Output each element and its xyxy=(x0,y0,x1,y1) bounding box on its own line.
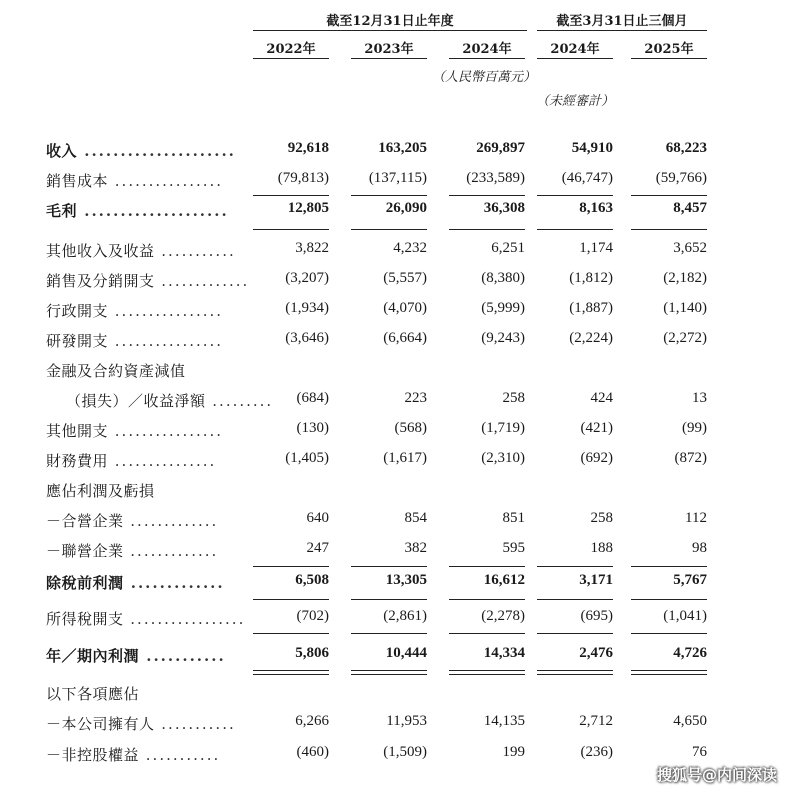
single-rule xyxy=(449,599,525,600)
cell-value: 424 xyxy=(590,390,613,406)
cell-value: (2,310) xyxy=(481,450,525,466)
single-rule xyxy=(449,229,525,230)
row-label-text: 毛利 xyxy=(46,202,78,220)
cell-value: (5,557) xyxy=(383,270,427,286)
group-underline-quarter xyxy=(537,30,707,31)
year-underline xyxy=(351,58,427,59)
cell-value: 14,135 xyxy=(483,713,525,729)
cell-value: 595 xyxy=(502,540,525,556)
row-label-text: 所得稅開支 xyxy=(46,610,124,628)
table-row xyxy=(0,140,791,166)
year-underline xyxy=(253,58,329,59)
cell-value: 258 xyxy=(502,390,525,406)
row-label xyxy=(46,360,186,381)
cell-value: 14,334 xyxy=(483,645,525,661)
cell-value: (1,405) xyxy=(285,450,329,466)
cell-value: (568) xyxy=(394,420,427,436)
audit-note: （未經審計） xyxy=(536,94,615,109)
cell-value: 8,163 xyxy=(579,200,613,216)
cell-value: 382 xyxy=(404,540,427,556)
row-label-text: 行政開支 xyxy=(46,302,109,320)
row-label-text: －本公司擁有人 xyxy=(46,715,155,733)
row-label xyxy=(46,330,223,351)
cell-value: 13 xyxy=(692,390,707,406)
single-rule xyxy=(351,633,427,634)
row-label-text: －非控股權益 xyxy=(46,746,140,764)
table-row xyxy=(0,330,791,356)
leader-dots: ................ xyxy=(108,332,224,350)
single-rule xyxy=(253,229,329,230)
cell-value: (4,070) xyxy=(383,300,427,316)
single-rule xyxy=(253,633,329,634)
cell-value: 2,712 xyxy=(579,713,613,729)
cell-value: (6,664) xyxy=(383,330,427,346)
cell-value: (1,617) xyxy=(383,450,427,466)
row-label xyxy=(46,170,223,191)
cell-value: (1,140) xyxy=(663,300,707,316)
cell-value: 247 xyxy=(306,540,329,556)
single-rule xyxy=(537,229,613,230)
table-row xyxy=(0,683,791,709)
leader-dots: ........... xyxy=(154,715,236,733)
row-label-text: 應佔利潤及虧損 xyxy=(46,482,155,500)
leader-dots: ........... xyxy=(154,242,236,260)
cell-value: (99) xyxy=(682,420,707,436)
row-label-text: 年／期內利潤 xyxy=(46,647,140,665)
double-rule xyxy=(351,670,427,675)
year-underline xyxy=(449,58,525,59)
table-row xyxy=(0,510,791,536)
table-row xyxy=(0,360,791,386)
row-label xyxy=(46,540,218,561)
table-row xyxy=(0,713,791,739)
table-row xyxy=(0,300,791,326)
cell-value: 12,805 xyxy=(287,200,329,216)
row-label xyxy=(46,480,155,501)
cell-value: (1,719) xyxy=(481,420,525,436)
single-rule xyxy=(537,599,613,600)
cell-value: 5,806 xyxy=(295,645,329,661)
single-rule xyxy=(253,566,329,567)
cell-value: 112 xyxy=(685,510,707,526)
cell-value: (2,224) xyxy=(569,330,613,346)
leader-dots: ..................... xyxy=(77,142,236,160)
cell-value: (1,887) xyxy=(569,300,613,316)
cell-value: (695) xyxy=(580,608,613,624)
cell-value: 76 xyxy=(692,744,707,760)
row-label-text: 收入 xyxy=(46,142,78,160)
cell-value: 199 xyxy=(502,744,525,760)
cell-value: 16,612 xyxy=(483,572,525,588)
row-label xyxy=(46,683,139,704)
currency-note: （人民幣百萬元） xyxy=(432,70,537,85)
cell-value: 13,305 xyxy=(385,572,427,588)
table-row xyxy=(0,645,791,671)
cell-value: 854 xyxy=(404,510,427,526)
row-label xyxy=(46,270,249,291)
row-label-text: 除稅前利潤 xyxy=(46,574,124,592)
leader-dots: ............. xyxy=(154,272,250,290)
cell-value: (872) xyxy=(674,450,707,466)
year-header: 2022年 xyxy=(266,42,316,57)
cell-value: (137,115) xyxy=(368,170,427,186)
cell-value: (421) xyxy=(580,420,613,436)
table-row xyxy=(0,240,791,266)
cell-value: (460) xyxy=(296,744,329,760)
single-rule xyxy=(449,195,525,196)
row-label-text: 其他收入及收益 xyxy=(46,242,155,260)
row-label-text: －聯營企業 xyxy=(46,542,124,560)
single-rule xyxy=(631,599,707,600)
cell-value: 4,726 xyxy=(673,645,707,661)
row-label xyxy=(46,240,236,261)
single-rule xyxy=(631,566,707,567)
single-rule xyxy=(351,599,427,600)
single-rule xyxy=(537,195,613,196)
row-label xyxy=(66,390,273,411)
table-row xyxy=(0,572,791,598)
double-rule xyxy=(253,670,329,675)
year-header: 2025年 xyxy=(644,42,694,57)
cell-value: (2,861) xyxy=(383,608,427,624)
table-row xyxy=(0,420,791,446)
cell-value: 3,171 xyxy=(579,572,613,588)
single-rule xyxy=(449,633,525,634)
cell-value: 163,205 xyxy=(378,140,427,156)
single-rule xyxy=(537,566,613,567)
row-label-text: 以下各項應佔 xyxy=(46,685,140,703)
row-label xyxy=(46,450,216,471)
leader-dots: ............. xyxy=(123,542,219,560)
year-header: 2023年 xyxy=(364,42,414,57)
cell-value: 2,476 xyxy=(579,645,613,661)
single-rule xyxy=(631,195,707,196)
cell-value: (233,589) xyxy=(466,170,525,186)
table-row xyxy=(0,200,791,226)
cell-value: 68,223 xyxy=(665,140,707,156)
double-rule xyxy=(449,670,525,675)
cell-value: (236) xyxy=(580,744,613,760)
cell-value: (3,207) xyxy=(285,270,329,286)
row-label xyxy=(46,645,226,666)
cell-value: 8,457 xyxy=(673,200,707,216)
table-row xyxy=(0,170,791,196)
leader-dots: ........... xyxy=(139,647,226,665)
cell-value: 6,251 xyxy=(491,240,525,256)
cell-value: (684) xyxy=(296,390,329,406)
row-label xyxy=(46,140,236,161)
cell-value: (1,812) xyxy=(569,270,613,286)
single-rule xyxy=(449,566,525,567)
cell-value: 6,266 xyxy=(295,713,329,729)
table-row xyxy=(0,270,791,296)
row-label xyxy=(46,608,245,629)
cell-value: 92,618 xyxy=(287,140,329,156)
leader-dots: ............. xyxy=(123,512,219,530)
row-label xyxy=(46,510,218,531)
single-rule xyxy=(253,195,329,196)
single-rule xyxy=(351,566,427,567)
table-row xyxy=(0,540,791,566)
leader-dots: ................ xyxy=(108,302,224,320)
single-rule xyxy=(631,229,707,230)
cell-value: (59,766) xyxy=(655,170,707,186)
row-label xyxy=(46,300,223,321)
cell-value: 269,897 xyxy=(476,140,525,156)
cell-value: 1,174 xyxy=(579,240,613,256)
cell-value: 10,444 xyxy=(385,645,427,661)
row-label-text: 金融及合約資產減值 xyxy=(46,362,186,380)
leader-dots: ................ xyxy=(108,422,224,440)
cell-value: (2,278) xyxy=(481,608,525,624)
year-underline xyxy=(631,58,707,59)
year-header: 2024年 xyxy=(550,42,600,57)
cell-value: 188 xyxy=(590,540,613,556)
table-row xyxy=(0,608,791,634)
row-label xyxy=(46,420,223,441)
cell-value: (2,272) xyxy=(663,330,707,346)
leader-dots: ............. xyxy=(123,574,225,592)
single-rule xyxy=(351,229,427,230)
leader-dots: .................... xyxy=(77,202,229,220)
cell-value: 98 xyxy=(692,540,707,556)
single-rule xyxy=(631,633,707,634)
cell-value: 5,767 xyxy=(673,572,707,588)
table-row xyxy=(0,480,791,506)
single-rule xyxy=(351,195,427,196)
table-row xyxy=(0,450,791,476)
leader-dots: ......... xyxy=(205,392,274,410)
watermark: 搜狐号@内间深读 xyxy=(656,766,777,784)
cell-value: (5,999) xyxy=(481,300,525,316)
cell-value: (2,182) xyxy=(663,270,707,286)
single-rule xyxy=(253,599,329,600)
cell-value: 4,232 xyxy=(393,240,427,256)
double-rule xyxy=(631,670,707,675)
cell-value: (1,041) xyxy=(663,608,707,624)
cell-value: 223 xyxy=(404,390,427,406)
row-label-text: 財務費用 xyxy=(46,452,109,470)
cell-value: (1,934) xyxy=(285,300,329,316)
cell-value: (8,380) xyxy=(481,270,525,286)
year-header: 2024年 xyxy=(462,42,512,57)
double-rule xyxy=(537,670,613,675)
single-rule xyxy=(537,633,613,634)
row-label-text: －合營企業 xyxy=(46,512,124,530)
leader-dots: ............... xyxy=(108,452,217,470)
cell-value: 3,652 xyxy=(673,240,707,256)
group-title-quarter: 截至3月31日止三個月 xyxy=(556,14,688,29)
row-label xyxy=(46,713,236,734)
row-label-text: 其他開支 xyxy=(46,422,109,440)
cell-value: (79,813) xyxy=(277,170,329,186)
cell-value: (130) xyxy=(296,420,329,436)
cell-value: 26,090 xyxy=(385,200,427,216)
group-title-annual: 截至12月31日止年度 xyxy=(326,14,454,29)
row-label xyxy=(46,200,229,221)
cell-value: (1,509) xyxy=(383,744,427,760)
row-label-text: 銷售及分銷開支 xyxy=(46,272,155,290)
row-label-text: 銷售成本 xyxy=(46,172,109,190)
year-underline xyxy=(537,58,613,59)
cell-value: 54,910 xyxy=(571,140,613,156)
leader-dots: ................ xyxy=(108,172,224,190)
row-label-text: 研發開支 xyxy=(46,332,109,350)
cell-value: 258 xyxy=(590,510,613,526)
cell-value: (3,646) xyxy=(285,330,329,346)
leader-dots: ................. xyxy=(123,610,246,628)
cell-value: 851 xyxy=(502,510,525,526)
cell-value: 11,953 xyxy=(386,713,427,729)
row-label-text: （損失）／收益淨額 xyxy=(66,392,206,410)
cell-value: 4,650 xyxy=(673,713,707,729)
cell-value: (9,243) xyxy=(481,330,525,346)
group-underline-annual xyxy=(253,30,527,31)
leader-dots: ........... xyxy=(139,746,221,764)
cell-value: 3,822 xyxy=(295,240,329,256)
cell-value: 36,308 xyxy=(483,200,525,216)
cell-value: (692) xyxy=(580,450,613,466)
cell-value: (702) xyxy=(296,608,329,624)
row-label xyxy=(46,744,220,765)
table-row xyxy=(0,390,791,416)
cell-value: (46,747) xyxy=(561,170,613,186)
row-label xyxy=(46,572,225,593)
cell-value: 640 xyxy=(306,510,329,526)
cell-value: 6,508 xyxy=(295,572,329,588)
